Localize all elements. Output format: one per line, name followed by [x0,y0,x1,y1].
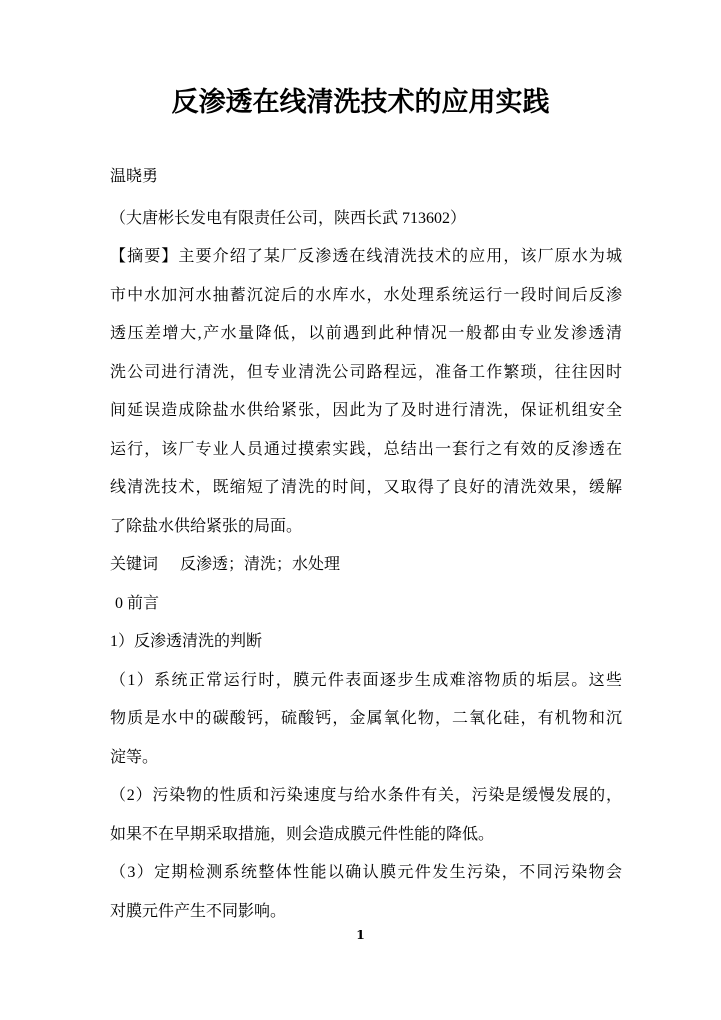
paragraph-line: （1）系统正常运行时，膜元件表面逐步生成难溶物质的垢层。这些 [110,671,622,689]
abstract-line: 洗公司进行清洗，但专业清洗公司路程远，准备工作繁琐，往往因时 [110,363,622,381]
document-body [110,158,622,931]
abstract-line: 间延误造成除盐水供给紧张，因此为了及时进行清洗，保证机组安全 [110,402,622,419]
page-number: 1 [356,927,365,942]
affiliation: （大唐彬长发电有限责任公司，陕西长武 713602） [110,209,467,227]
paragraph-line: 如果不在早期采取措施，则会造成膜元件性能的降低。 [110,825,495,843]
keywords-line [110,546,622,585]
keywords-label: 关键词 [110,556,159,573]
abstract-line: 市中水加河水抽蓄沉淀后的水库水，水处理系统运行一段时间后反渗 [110,286,622,304]
paragraph-line: （2）污染物的性质和污染速度与给水条件有关，污染是缓慢发展的， [110,787,622,804]
abstract-line: 线清洗技术，既缩短了清洗的时间，又取得了良好的清洗效果，缓解 [110,479,622,496]
keywords-text: 反渗透；清洗；水处理 [180,556,341,573]
paragraph-line: 物质是水中的碳酸钙，硫酸钙，金属氧化物，二氧化硅，有机物和沉 [110,710,622,727]
paragraph-line: 对膜元件产生不同影响。 [110,902,287,920]
abstract-line: 透压差增大,产水量降低，以前遇到此种情况一般都由专业发渗透清 [110,325,622,342]
abstract-line: 运行，该厂专业人员通过摸索实践，总结出一套行之有效的反渗透在 [110,440,622,458]
paper-title: 反渗透在线清洗技术的应用实践 [171,87,550,117]
author: 温晓勇 [110,168,159,185]
paragraph-line: 淀等。 [110,748,159,766]
heading-preface: 0 前言 [115,594,160,612]
heading-section-1: 1）反渗透清洗的判断 [110,633,263,650]
paragraph-line: （3）定期检测系统整体性能以确认膜元件发生污染，不同污染物会 [110,864,622,881]
abstract-line: 【摘要】主要介绍了某厂反渗透在线清洗技术的应用，该厂原水为城 [110,248,622,265]
abstract-line: 了除盐水供给紧张的局面。 [110,517,303,535]
